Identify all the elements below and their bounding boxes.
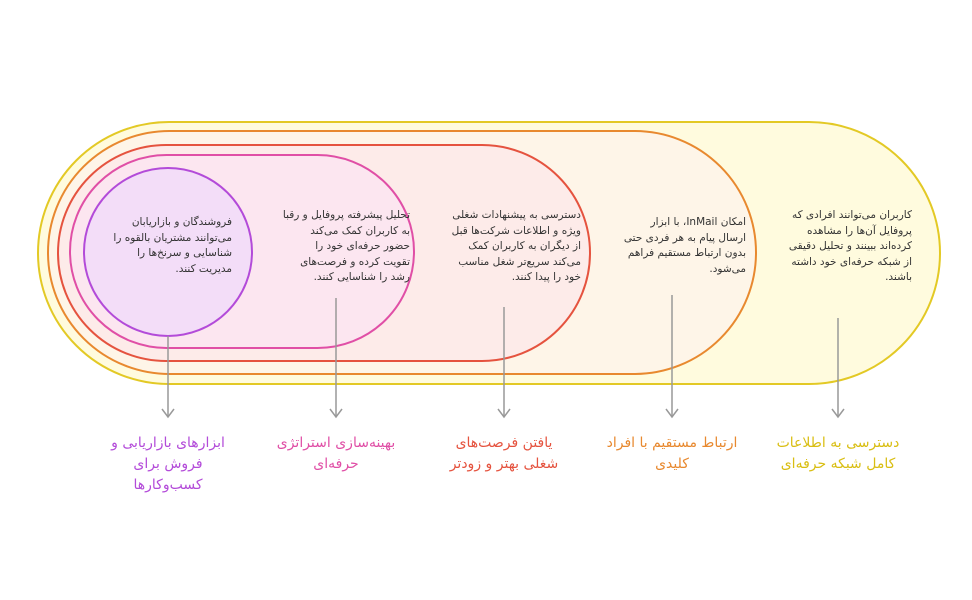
layer-yellow-description: کاربران می‌توانند افرادی که پروفایل آن‌ها را مشاهده کرده‌اند ببینند و تحلیل دقیقی از شبکه حرفه‌ای خود داشته باشند. xyxy=(788,209,912,283)
layer-pink-title: بهینه‌سازی استراتژی حرفه‌ای xyxy=(276,435,396,472)
layer-purple-title: ابزارهای بازاریابی و فروش برای کسب‌وکارها xyxy=(111,435,225,493)
layer-orange-description: امکان InMail، با ابزار ارسال پیام به هر فردی حتی بدون ارتباط مستقیم فراهم می‌شود. xyxy=(623,216,746,275)
layer-red-title: یافتن فرصت‌های شغلی بهتر و زودتر xyxy=(449,435,559,472)
layer-purple-description: فروشندگان و بازاریابان می‌توانند مشتریان بالقوه را شناسایی و سرنخ‌ها را مدیریت کنند. xyxy=(113,216,232,275)
layer-orange-title: ارتباط مستقیم با افراد کلیدی xyxy=(606,435,738,472)
layer-yellow-title: دسترسی به اطلاعات کامل شبکه حرفه‌ای xyxy=(776,435,900,472)
layer-pink-description: تحلیل پیشرفته پروفایل و رقبا به کاربران کمک می‌کند حضور حرفه‌ای خود را تقویت کرده و فرصت‌های رشد را شناسایی کنند. xyxy=(282,209,410,283)
layer-red-description: دسترسی به پیشنهادات شغلی ویژه و اطلاعات شرکت‌ها قبل از دیگران به کاربران کمک می‌کند سریع‌تر شغل مناسب خود را پیدا کنند. xyxy=(451,209,581,283)
